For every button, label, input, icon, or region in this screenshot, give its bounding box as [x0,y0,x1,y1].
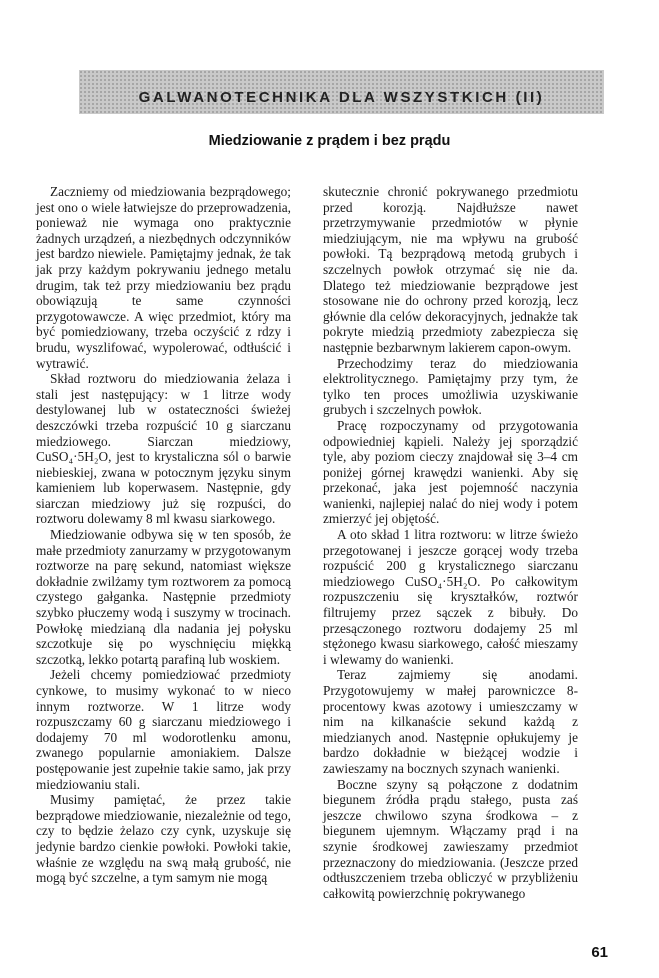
paragraph: Zaczniemy od miedziowania bezprądowego; jest ono o wiele łatwiejsze do przeprowadzenia, ponieważ nie wymaga ono praktycznie żadnych urządzeń, a niezbędnych odczynników jest bardzo niewiele. Pamiętajmy jednak, że tak jak przy każdym pokrywaniu jednego metalu drugim, tak też przy miedziowaniu bez prądu obowiązują te same czynności przygotowawcze. A więc przedmiot, który ma być pomiedziowany, trzeba oczyścić z rdzy i brudu, wyszlifować, wypolerować, odtłuścić i wytrawić. [36,184,291,371]
article-title: Miedziowanie z prądem i bez prądu [208,133,451,149]
paragraph: Jeżeli chcemy pomiedziować przedmioty cynkowe, to musimy wykonać to w nieco innym roztworze. W 1 litrze wody rozpuszczamy 60 g siarczanu miedziowego i dodajemy 70 ml wodorotlenku amonu, zwanego popularnie amoniakiem. Dalsze postępowanie jest zupełnie takie samo, jak przy miedziowaniu stali. [36,667,291,792]
right-column [323,184,578,901]
paragraph: Teraz zajmiemy się anodami. Przygotowujemy w małej parowniczce 8-procentowy kwas azotowy i umieszczamy w nim na kilkanaście sekund każdą z miedzianych anod. Następnie opłukujemy je bardzo dokładnie w bieżącej wodzie i zawieszamy na bocznych szynach wanienki. [323,667,578,776]
paragraph-continuation: skutecznie chronić pokrywanego przedmiotu przed korozją. Najdłuższe nawet przetrzymywanie przedmiotów w płynie miedziującym, nie ma wpływu na grubość powłoki. Tą bezprądową metodą grubych i szczelnych powłok otrzymać się nie da. Dlatego też miedziowanie bezprądowe jest stosowane nie do ochrony przed korozją, lecz głównie dla celów dekoracyjnych, jednakże tak pokryte miedzią przedmioty zabezpiecza się następnie bezbarwnym lakierem capon-owym. [323,184,578,355]
paragraph: Skład roztworu do miedziowania żelaza i stali jest następujący: w 1 litrze wody destylowanej lub w ostateczności świeżej deszczówki trzeba rozpuścić 10 g siarczanu miedziowego. Siarczan miedziowy, CuSO₄·5H₂O, jest to krystaliczna sól o barwie niebieskiej, zwana w potocznym języku sinym kamieniem lub koperwasem. Następnie, gdy siarczan miedziowy już się rozpuści, do roztworu dolewamy 8 ml kwasu siarkowego. [36,371,291,527]
paragraph: Przechodzimy teraz do miedziowania elektrolitycznego. Pamiętajmy przy tym, że tylko ten proces umożliwia uzyskiwanie grubych i szczelnych powłok. [323,355,578,418]
paragraph: Pracę rozpoczynamy od przygotowania odpowiedniej kąpieli. Należy jej sporządzić tyle, aby poziom cieczy znajdował się 3–4 cm poniżej górnej krawędzi wanienki. Aby się przekonać, jaka jest pojemność naczynia wanienki, najlepiej nalać do niej wody i potem zmierzyć jej objętość. [323,417,578,527]
paragraph: Boczne szyny są połączone z dodatnim biegunem źródła prądu stałego, pusta zaś jeszcze chwilowo szyna środkowa – z biegunem ujemnym. Włączamy prąd i na szynie środkowej zawieszamy przedmiot przeznaczony do miedziowania. (Jeszcze przed odtłuszczeniem trzeba obliczyć w przybliżeniu całkowitą powierzchnię pokrywanego [323,776,578,901]
page-number: 61 [591,944,608,961]
left-column [36,184,291,886]
paragraph: Musimy pamiętać, że przez takie bezprądowe miedziowanie, niezależnie od tego, czy to będzie żelazo czy cynk, uzyskuje się jedynie bardzo cienkie powłoki. Powłoki takie, właśnie ze względu na swą małą grubość, nie mogą być szczelne, a tym samym nie mogą [36,792,291,886]
series-title: GALWANOTECHNIKA DLA WSZYSTKICH (II) [138,88,545,106]
series-banner [79,70,604,114]
paragraph: Miedziowanie odbywa się w ten sposób, że małe przedmioty zanurzamy w przygotowanym roztworze na parę sekund, natomiast większe dokładnie zwilżamy tym roztworem za pomocą czystego gałganka. Następnie przedmioty szybko płuczemy wodą i suszymy w trocinach. Powłokę miedzianą dla nadania jej połysku szczotkuje się po wyschnięciu miękką szczotką, lekko potartą parafiną lub woskiem. [36,527,291,667]
paragraph: A oto skład 1 litra roztworu: w litrze świeżo przegotowanej i jeszcze gorącej wody trzeba rozpuścić 200 g krystalicznego siarczanu miedziowego CuSO₄·5H₂O. Po całkowitym rozpuszczeniu się kryształków, roztwór filtrujemy przez sączek z bibuły. Do przesączonego roztworu dodajemy 25 ml stężonego kwasu siarkowego, całość mieszamy i wlewamy do wanienki. [323,527,578,667]
